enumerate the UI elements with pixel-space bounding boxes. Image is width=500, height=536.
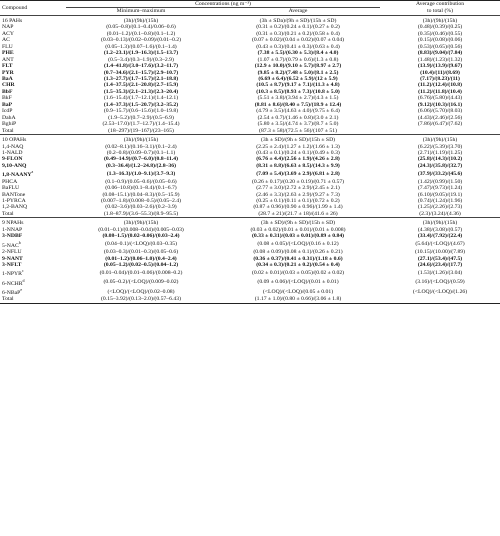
minmax-cell: (0.02–8.1)/(0.16–3.1)/(0.1–2.4) — [105, 143, 177, 150]
compound-name: 9-FLON — [2, 156, 23, 163]
average-cell: (1.17 ± 1.0)/(0.80 ± 0.66)/(3.06 ± 1.8) — [216, 296, 380, 303]
compound-name-cell — [0, 296, 66, 303]
contribution-cell: (24.6)/(23.4)/(17.7) — [417, 262, 463, 268]
compound-name: Total — [2, 296, 14, 303]
contribution-cell: (8.83)/(9.04)/(7.84) — [417, 50, 463, 57]
compound-name: AC — [2, 37, 10, 44]
compound-name: 5-NAC — [2, 242, 19, 249]
section-subheader-minmax: (3h)/(9h)/(15h) — [66, 218, 216, 227]
average-cell: (4.79 ± 3.5)/(4.63 ± 4.0)/(9.75 ± 6.4) — [256, 108, 340, 115]
average-cell: (0.08 ± 0.05)/(<LOQ)/(0.16 ± 0.12) — [257, 241, 339, 248]
compound-name-cell — [0, 268, 66, 277]
compound-name: DahA — [2, 114, 16, 121]
contribution-cell: (37.9)/(33.2)/(45.6) — [417, 170, 463, 177]
minmax-cell: (0.05–0.8)/(0.1–0.4)/0.06–0.6) — [106, 24, 176, 31]
average-cell: (0.07 ± 0.02)/(0.04 ± 0.02)/(0.07 ± 0.04) — [251, 37, 345, 44]
compound-name: 3-NDBF — [2, 233, 23, 240]
footnote-marker: a — [31, 169, 34, 175]
compound-name: 6-NBaP — [2, 290, 21, 297]
contribution-cell: (7.86)/(6.47)/(7.62) — [417, 121, 463, 128]
compound-name-cell — [0, 240, 66, 249]
compound-name: FLT — [2, 63, 13, 70]
contribution-cell: (5.64)/(<LOQ)/(4.67) — [415, 241, 465, 248]
average-cell: (7.09 ± 5.4)/(3.69 ± 2.9)/(6.81 ± 2.8) — [256, 170, 340, 177]
average-cell: (6.69 ± 6.4)/(6.52 ± 5.9)/(12 ± 5.9) — [258, 75, 338, 82]
minmax-cell: (1.2–23.1)/(1.9–16.3)/(1.5–13.7) — [103, 50, 179, 57]
average-cell: (6.76 ± 4.4)/(2.56 ± 1.9)/(4.26 ± 2.8) — [256, 156, 340, 163]
section-subheader-minmax: (3h)/(9h)/(15h) — [66, 15, 216, 24]
compound-name: PHE — [2, 50, 14, 57]
contribution-cell — [380, 296, 500, 303]
section-subheader-average: (3h ± SDa)/(9h ± SD)/(15h ± SD) — [216, 15, 380, 24]
minmax-cell: (0.49–14.9)/(0.7–6.0)/(0.8–11.4) — [104, 156, 178, 163]
compound-name: 1,4-NAQ — [2, 143, 24, 150]
minmax-cell: (1.4–37.5)/(2.1–20.8)/(2.7–15.9) — [103, 82, 179, 89]
section-header-row — [0, 218, 500, 227]
minmax-cell: (0.03–0.3)/(0.01–0.3)/(0.05–0.6) — [103, 249, 179, 256]
table-subheader-row — [0, 8, 500, 15]
compound-name: 1,2-BANQ — [2, 204, 28, 211]
contribution-cell: (0.48)/(0.39)/(0.25) — [417, 24, 463, 31]
average-column-header: Average — [288, 8, 308, 15]
compound-name: BaFLU — [2, 185, 20, 192]
average-cell: (0.33 ± 0.31)/(0.03 ± 0.01)/(0.89 ± 0.84) — [251, 233, 345, 240]
compound-name: PYR — [2, 69, 14, 76]
average-cell: (2.77 ± 3.0)/(2.72 ± 2.9)/(2.45 ± 2.1) — [256, 185, 340, 192]
minmax-cell: (0.05–0.2)/(<LOQ)/(0.009–0.02) — [103, 279, 179, 286]
compound-name: 1-PYRCA — [2, 198, 26, 205]
minmax-cell: (1.4–41.8)/(3.0–17.6)/(3.2–11.7) — [104, 63, 178, 70]
section-subheader-contribution: (3h)/(9h)/(15h) — [380, 135, 500, 144]
table-row — [0, 240, 500, 249]
average-cell: (8.31 ± 8.8)/(6.63 ± 8.5)/(14.3 ± 9.9) — [256, 162, 340, 169]
contribution-cell: (1.42)/(0.99)/(1.50) — [417, 178, 463, 185]
section-header-row — [0, 15, 500, 24]
contribution-cell: (7.47)/(9.73)/(1.24) — [417, 185, 463, 192]
table-row — [0, 287, 500, 296]
minmax-cell: (0.7–34.6)/(2.1–15.7)/(2.9–10.7) — [103, 69, 179, 76]
compound-name-cell — [0, 287, 66, 296]
average-cell: (0.26 ± 0.17)/(0.20 ± 0.19)/(0.71 ± 0.57) — [251, 178, 345, 185]
contribution-cell: (1.53)/(1.26)/(3.04) — [417, 269, 463, 276]
compound-name: 3-NFLT — [2, 262, 22, 268]
compound-name: FLU — [2, 43, 13, 50]
compound-name-cell — [0, 128, 66, 135]
contribution-cell: (11.2)/(11.8)/(10.4) — [418, 88, 462, 95]
section-subheader-average: (3h ± SD)/(9h ± SD)/(15h ± SD) — [216, 218, 380, 227]
minmax-cell: (0.9–15.7)/(0.6–15.6)/(1.0–19.8) — [103, 108, 179, 115]
average-cell: (0.02 ± 0.01)/(0.03 ± 0.05)/(0.02 ± 0.02) — [251, 269, 345, 276]
contribution-cell: (4.38)/(3.08)/(0.57) — [417, 226, 463, 233]
section-subheader-minmax: (3h)/(9h)/(15h) — [66, 135, 216, 144]
average-cell: (0.87 ± 0.96)/(0.90 ± 0.96)/(1.99 ± 1.4) — [253, 204, 343, 211]
compound-name: Total — [2, 210, 14, 217]
contribution-cell: (25.8)/(14.3)/(10.2) — [417, 156, 463, 163]
contribution-cell: (11.2)/(12.4)/(10.8) — [417, 82, 463, 89]
compound-name: NAP — [2, 24, 14, 31]
minmax-cell: (<LOQ)/(<LOQ)/(0.02–0.08) — [107, 288, 175, 295]
average-cell: (7.38 ± 5.5)/(6.30 ± 5.3)/(8.4 ± 4.0) — [257, 50, 339, 57]
contribution-column-header-line2: to total (%) — [427, 8, 453, 15]
minmax-cell: (0.5–3.4)/(0.3–1.9)/(0.3–2.9) — [108, 56, 174, 63]
contribution-cell: (24.3)/(35.8)/(32.7) — [417, 162, 463, 169]
compound-name: BANTone — [2, 191, 26, 198]
average-cell: (0.34 ± 0.3)/(0.21 ± 0.2)/(0.54 ± 0.4) — [256, 262, 340, 268]
average-cell: (10.3 ± 8.5)/(8.93 ± 7.3)/(10.8 ± 5.0) — [256, 88, 340, 95]
average-cell: (<LOQ)/(<LOQ)/(0.05 ± 0.01) — [262, 288, 334, 295]
footnote-marker: d — [22, 277, 25, 283]
minmax-cell: (1.6–15.4)/(1.7–12.1)/(1.4–12.1) — [103, 95, 179, 102]
average-cell: (0.31 ± 0.3)/(0.21 ± 0.2)/(0.58 ± 0.4) — [256, 30, 340, 37]
section-subheader-average: (3h ± SD)/(9h ± SD)/(15h ± SD) — [216, 135, 380, 144]
section-title: 16 PAHs — [0, 15, 66, 24]
compound-name: 1-NALD — [2, 149, 23, 156]
contribution-column-header: Average contribution — [380, 1, 500, 8]
average-cell: (87.3 ± 58)/(72.5 ± 56)/(107 ± 51) — [259, 127, 337, 134]
minmax-cell: (1.3–27.7)/(1.7–15.7)/(2.1–18.8) — [103, 75, 179, 82]
compound-name: BaP — [2, 101, 13, 108]
contribution-cell: (1.25)/(2.26)/(2.73) — [417, 204, 463, 211]
compound-name: 9-NANT — [2, 255, 23, 262]
footnote-marker: c — [21, 268, 24, 274]
average-cell: (0.31 ± 0.2)/(0.24 ± 0.1)/(0.27 ± 0.2) — [256, 24, 340, 31]
minmax-cell: (0.03–0.13)/(0.02–0.09)/(0.01–0.2) — [101, 37, 181, 44]
compound-name: 1-NNAP — [2, 226, 23, 233]
concentrations-column-header: Concentrations (ng m⁻³) — [66, 1, 380, 8]
compound-name-cell — [0, 169, 66, 178]
average-cell: (0.36 ± 0.37)/(0.41 ± 0.31)/(1.18 ± 0.6) — [253, 255, 343, 262]
table-header-row — [0, 1, 500, 8]
compound-name: 9,10-ANQ — [2, 162, 27, 169]
compound-name: 2-NFLU — [2, 249, 22, 256]
average-cell: (0.09 ± 0.06)/(<LOQ)/(0.01 ± 0.01) — [257, 279, 339, 286]
contribution-cell — [380, 128, 500, 135]
compound-name: CHR — [2, 82, 15, 89]
compound-name: 6-NCHR — [2, 280, 23, 287]
contribution-cell: (10.15)/(10.00)/(7.89) — [414, 249, 466, 256]
minmax-cell: (2.53–17.0)/(1.7–12.7)/(1.4–15.4) — [102, 121, 180, 128]
compound-name: ANT — [2, 56, 14, 63]
compound-name: 1,8-NAANY — [2, 172, 32, 179]
footnote-marker: e — [20, 287, 23, 293]
average-cell: (8.81 ± 8.6)/(8.40 ± 7.5)/(18.9 ± 12.4) — [254, 101, 342, 108]
minmax-cell: (0.05–1.2)/(0.02–0.5)/(0.04–1.2) — [103, 262, 179, 268]
contribution-cell: (0.15)/(0.08)/(0.06) — [417, 37, 463, 44]
average-cell: (10.5 ± 8.7)/(9.17 ± 7.1)/(11.3 ± 4.8) — [256, 82, 340, 89]
compound-name: BkF — [2, 95, 12, 102]
average-cell: (5.51 ± 3.8)/(3.94 ± 2.7)/(4.3 ± 1.5) — [257, 95, 339, 102]
minmax-cell: (1.3–16.3)/(1.0–9.1)/(3.7–9.3) — [106, 170, 176, 177]
table-row — [0, 278, 500, 287]
minmax-cell: (0.007–1.8)/(0.008–0.5)/(0.05–2.4) — [101, 198, 181, 205]
minmax-cell: (0.01–0.04)/(0.01–0.06)/(0.008–0.2) — [99, 269, 183, 276]
contribution-cell: (27.1)/(53.4)/(47.5) — [417, 255, 463, 262]
contribution-cell: (6.10)/(9.05)/(19.1) — [417, 191, 463, 198]
minmax-cell: (0.06–10.8)/(0.1–8.4)/(0.1–6.7) — [105, 185, 177, 192]
minmax-cell: (1.8–87.9)/(3.6–55.3)/(8.9–95.5) — [103, 210, 179, 217]
contribution-cell: (6.22)/(5.39)/(3.70) — [417, 143, 463, 150]
contribution-cell: (13.9)/(13.9)/(9.67) — [417, 63, 463, 70]
contribution-cell: (10.4)/(11)/(8.69) — [420, 69, 460, 76]
average-cell: (1.07 ± 0.7)/(0.79 ± 0.6)/(1.3 ± 0.8) — [257, 56, 339, 63]
minmax-cell: (0.01–1.2)/(0.1–0.8)/(0.1–1.2) — [106, 30, 176, 37]
minmax-cell: (0.3–36.4)/(1.2–24.8)/(2.8–36) — [106, 162, 176, 169]
average-cell: (0.43 ± 0.3)/(0.41 ± 0.3)/(0.63 ± 0.4) — [256, 43, 340, 50]
section-title: 9 NPAHs — [0, 218, 66, 227]
average-cell: (5.80 ± 3.5)/(4.74 ± 3.7)/(8.7 ± 5.0) — [257, 121, 339, 128]
average-cell: (0.43 ± 0.1)/(0.24 ± 0.1)/(0.49 ± 0.3) — [256, 149, 340, 156]
minmax-cell: (0.1–0.9)/(0.05–0.6)/(0.05–0.6) — [105, 178, 177, 185]
compound-name: ACY — [2, 30, 15, 37]
section-subheader-contribution: (3h)/(9h)/(15h) — [380, 218, 500, 227]
section-header-row — [0, 135, 500, 144]
minmax-cell: (1.5–35.3)/(2.1–21.3)/(2.3–20.4) — [103, 88, 179, 95]
section-title: 10 OPAHs — [0, 135, 66, 144]
table-row — [0, 211, 500, 218]
average-cell: (0.03 ± 0.02)/(0.01 ± 0.01)/(0.01 ± 0.008) — [250, 226, 346, 233]
compound-name: IcdP — [2, 108, 13, 115]
average-cell: (0.08 ± 0.09)/(0.08 ± 0.1)/(0.26 ± 0.21) — [253, 249, 343, 256]
compound-column-header: Compound — [0, 1, 66, 16]
contribution-cell: (6.06)/(5.70)/(8.03) — [417, 108, 463, 115]
minmax-column-header: Minimum–maximum — [116, 8, 166, 15]
contribution-cell: (0.35)/(0.46)/(0.55) — [417, 30, 463, 37]
contribution-cell: (6.76)/(5.80)/(4.43) — [417, 95, 463, 102]
contribution-cell: (2.71)/(1.19)/(1.25) — [417, 149, 463, 156]
contribution-cell: (4.43)/(2.46)/(2.56) — [417, 114, 463, 121]
compound-name: BaA — [2, 75, 13, 82]
contribution-cell: (0.74)/(1.24)/(1.96) — [417, 198, 463, 205]
contribution-cell: (33.4)/(7.92)/(22.4) — [417, 233, 463, 240]
average-cell: (2.54 ± 0.7)/(1.46 ± 0.8)/(3.0 ± 2.1) — [257, 114, 339, 121]
contribution-cell: (1.48)/(1.23)/(1.32) — [417, 56, 463, 63]
table-row — [0, 169, 500, 178]
compound-name: Total — [2, 127, 14, 134]
compound-name: PHCA — [2, 178, 18, 185]
contribution-cell: (7.17)/(8.23)/(11) — [420, 75, 460, 82]
table-row — [0, 296, 500, 303]
minmax-cell: (0.08–1.5)/(0.02–0.06)/(0.03–2.4) — [102, 233, 180, 240]
table-row — [0, 268, 500, 277]
footnote-marker: b — [18, 239, 21, 245]
minmax-cell: (0.01–0.1)/(0.008–0.04)/(0.005–0.03) — [98, 226, 184, 233]
average-cell: (9.85 ± 8.2)/(7.48 ± 5.0)/(8.1 ± 2.5) — [257, 69, 339, 76]
average-cell: (0.25 ± 0.1)/(0.11 ± 0.1)/(0.72 ± 0.2) — [256, 198, 340, 205]
minmax-cell: (0.15–3.92)/(0.13–2.0)/(0.57–6.43) — [66, 296, 216, 303]
compound-name-cell — [0, 211, 66, 218]
minmax-cell: (0.05–1.3)/(0.07–1.6)/(0.1–1.4) — [105, 43, 177, 50]
compound-name: BbF — [2, 88, 13, 95]
minmax-cell: (18–297)/(19–167)/(23–165) — [108, 127, 174, 134]
minmax-cell: (0.04–0.1)/(<LOQ)/(0.03–0.35) — [104, 241, 178, 248]
average-cell: (2.46 ± 3.3)/(2.63 ± 2.9)/(9.27 ± 7.3) — [256, 191, 340, 198]
minmax-cell: (0.08–15.1)/(0.04–8.3)/(0.5–15.9) — [102, 191, 180, 198]
minmax-cell: (1.9–5.2)/(0.7–2.9)/(0.5–6.9) — [108, 114, 174, 121]
contribution-cell: (9.12)/(10.3)/(16.1) — [417, 101, 463, 108]
section-subheader-contribution: (3h)/(9h)/(15h) — [380, 15, 500, 24]
contribution-cell: (3.16)/(<LOQ)/(0.59) — [415, 279, 465, 286]
table-body — [0, 15, 500, 303]
minmax-cell: (0.02–3.6)/(0.03–2.6)/(0.2–3.9) — [105, 204, 177, 211]
minmax-cell: (0.01–1.2)/(0.06–1.0)/(0.4–2.4) — [105, 255, 177, 262]
compound-name: BghiP — [2, 121, 17, 128]
table-row — [0, 128, 500, 135]
contribution-cell: (2.3)/(3.24)/(4.36) — [419, 210, 461, 217]
contribution-cell: (0.53)/(0.65)/(0.56) — [417, 43, 463, 50]
contribution-cell: (<LOQ)/(<LOQ)/(1.26) — [412, 288, 468, 295]
compound-name: 1-NPYR — [2, 271, 22, 278]
average-cell: (12.9 ± 10.0)/(9.10 ± 5.7)/(8.97 ± 2.7) — [254, 63, 342, 70]
average-cell: (2.25 ± 2.4)/(1.27 ± 1.2)/(1.66 ± 1.3) — [256, 143, 340, 150]
average-cell: (28.7 ± 21)/(21.7 ± 18)/(41.6 ± 26) — [258, 210, 338, 217]
minmax-cell: (0.2–0.8)/(0.09–0.7)/(0.1–1.1) — [106, 149, 176, 156]
minmax-cell: (1.4–37.3)/(1.5–20.7)/(3.2–35.2) — [103, 101, 179, 108]
compound-name-cell — [0, 278, 66, 287]
